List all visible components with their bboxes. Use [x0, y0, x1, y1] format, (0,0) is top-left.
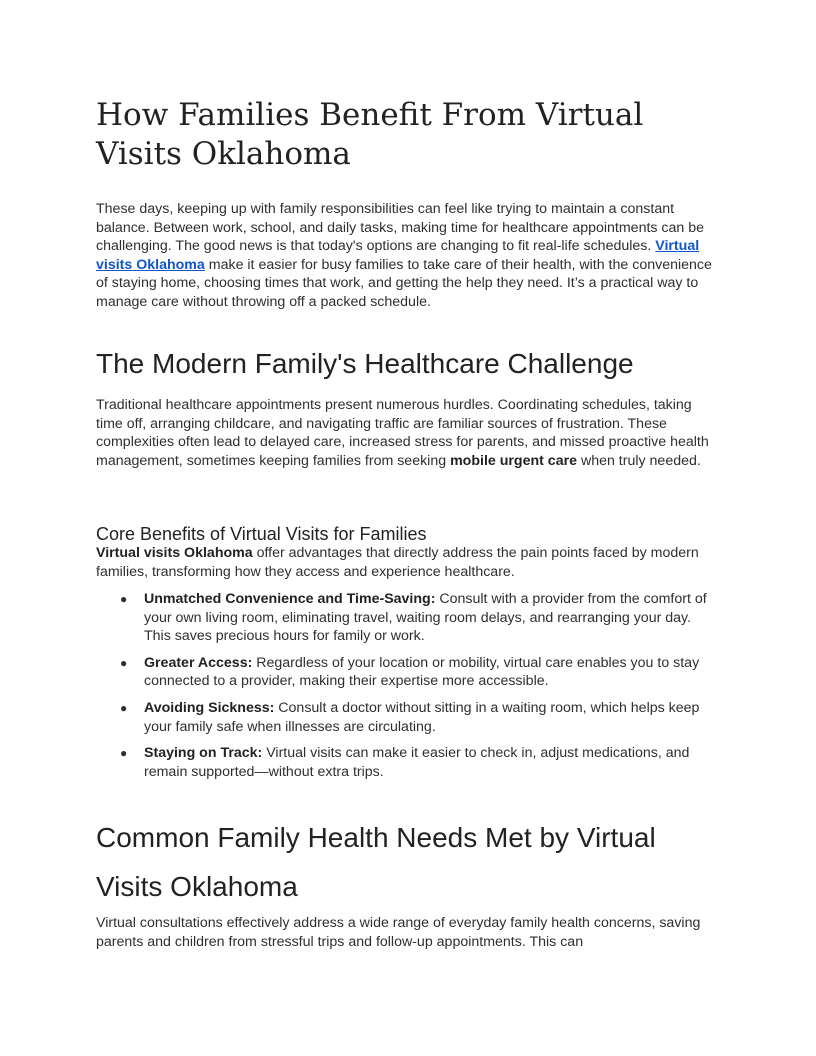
- core-intro-text: offer advantages that directly address the pain points faced by modern families, transforming how they access and experience healthcare.: [96, 545, 699, 580]
- common-needs-paragraph: Virtual consultations effectively address a wide range of everyday family health concerns, saving parents and children from stressful trips and follow-up appointments. This can: [96, 915, 701, 950]
- virtual-visits-link[interactable]: Virtual visits Oklahoma: [96, 238, 700, 273]
- benefit-title: Staying on Track:: [144, 745, 263, 762]
- mobile-urgent-care-bold: mobile urgent care: [450, 452, 577, 469]
- bullet-icon: ●: [120, 592, 128, 606]
- list-item: [96, 744, 720, 781]
- section-heading-core-benefits: Core Benefits of Virtual Visits for Families: [96, 524, 427, 544]
- benefit-text: Consult a doctor without sitting in a waiting room, which helps keep your family safe when illnesses are circulating.: [144, 699, 700, 735]
- benefit-title: Greater Access:: [144, 654, 253, 671]
- benefit-title: Avoiding Sickness:: [144, 699, 275, 716]
- intro-text-before-link: These days, keeping up with family responsibilities can feel like trying to maintain a constant balance. Between work, school, and daily tasks, making time for healthcare appointments can be challenging. The good news is that today's options are changing to fit real-life schedules.: [96, 201, 705, 255]
- benefit-text: Virtual visits can make it easier to check in, adjust medications, and remain supported—without extra trips.: [144, 745, 690, 780]
- core-bold-lead: Virtual visits Oklahoma: [96, 545, 253, 561]
- challenge-text: Traditional healthcare appointments present numerous hurdles. Coordinating schedules, taking time off, arranging childcare, and navigating traffic are familiar sources of frustration. These complexities often lead to delayed care, increased stress for parents, and missed proactive health management, sometimes keeping families from seeking: [96, 397, 709, 469]
- benefit-title: Unmatched Convenience and Time-Saving:: [144, 591, 436, 607]
- challenge-paragraph: [96, 396, 720, 470]
- benefits-list: [96, 590, 720, 789]
- bullet-icon: ●: [120, 700, 128, 715]
- page-title: How Families Benefit From Virtual Visits Oklahoma: [96, 97, 644, 172]
- benefit-text: Consult with a provider from the comfort of your own living room, eliminating travel, waiting room delays, and rearranging your day. This saves precious hours for family or work.: [144, 591, 707, 645]
- section-heading-common-needs: Common Family Health Needs Met by Virtual Visits Oklahoma: [96, 822, 656, 902]
- bullet-icon: ●: [120, 655, 128, 670]
- list-item: [96, 590, 720, 646]
- list-item: [96, 699, 720, 736]
- benefit-text: Regardless of your location or mobility, virtual care enables you to stay connected to a provider, making their expertise more accessible.: [144, 654, 700, 690]
- core-benefits-intro: [96, 544, 720, 581]
- list-item: [96, 654, 720, 691]
- bullet-icon: ●: [120, 746, 128, 761]
- intro-text-after-link: make it easier for busy families to take care of their health, with the convenience of staying home, choosing times that work, and getting the help they need. It’s a practical way to manage care without throwing off a packed schedule.: [96, 256, 712, 310]
- intro-paragraph: [96, 200, 720, 312]
- challenge-text-end: when truly needed.: [577, 452, 701, 469]
- section-heading-challenge: The Modern Family's Healthcare Challenge: [96, 348, 634, 379]
